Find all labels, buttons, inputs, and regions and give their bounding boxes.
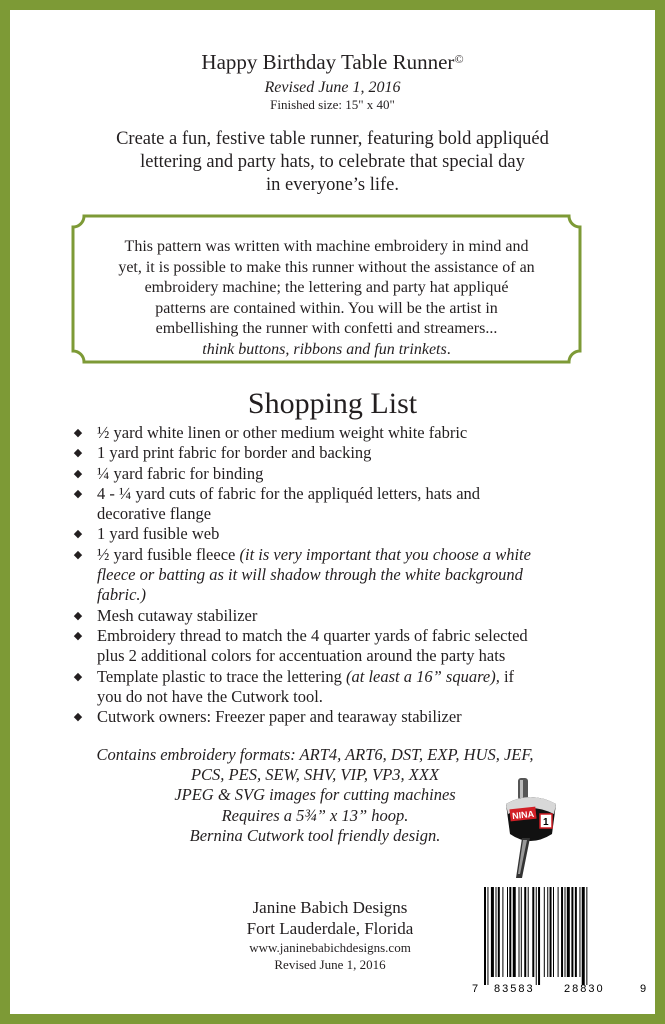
item-italic: fleece or batting as it will shadow through the white background	[97, 565, 523, 585]
title-text: Happy Birthday Table Runner	[201, 50, 455, 74]
pattern-title	[10, 50, 655, 75]
intro-line: lettering and party hats, to celebrate that special day	[140, 152, 525, 172]
shopping-list-heading: Shopping List	[247, 387, 418, 420]
barcode-bar	[571, 887, 573, 977]
barcode-bar	[521, 887, 522, 977]
barcode-bar	[491, 887, 494, 977]
intro-line: Create a fun, festive table runner, featuring bold appliquéd	[116, 129, 549, 149]
tool-number: 1	[543, 817, 549, 828]
list-item	[70, 667, 590, 708]
list-item	[70, 484, 590, 525]
list-item	[70, 606, 590, 626]
item-italic: fabric.)	[97, 585, 147, 605]
item-text: Cutwork owners: Freezer paper and tearaway stabilizer	[97, 707, 462, 727]
list-item	[70, 423, 590, 443]
note-line: yet, it is possible to make this runner without the assistance of an	[118, 258, 535, 276]
formats-line: Bernina Cutwork tool friendly design.	[189, 825, 441, 845]
bullet-icon: ◆	[73, 548, 83, 561]
finished-size: Finished size: 15" x 40"	[270, 97, 395, 112]
list-item	[70, 626, 590, 667]
bullet-icon: ◆	[73, 670, 83, 683]
item-text	[97, 667, 590, 687]
list-item	[70, 524, 590, 544]
note-period: .	[446, 340, 451, 358]
company-name: Janine Babich Designs	[252, 898, 408, 917]
item-text: 1 yard print fabric for border and backing	[97, 443, 372, 463]
formats-line: Contains embroidery formats: ART4, ART6, DST, EXP, HUS, JEF,	[96, 745, 534, 764]
bullet-icon: ◆	[73, 487, 83, 500]
formats-block	[80, 745, 550, 846]
item-text: ½ yard fusible fleece	[97, 544, 240, 564]
barcode-bar	[565, 887, 566, 977]
note-line: patterns are contained within. You will be the artist in	[155, 299, 498, 317]
formats-line: JPEG & SVG images for cutting machines	[174, 785, 456, 805]
item-text: 4 - ¼ yard cuts of fabric for the appliquéd letters, hats and	[97, 483, 481, 503]
intro-text	[60, 128, 605, 197]
barcode-bar	[553, 887, 554, 977]
list-item	[70, 464, 590, 484]
formats-line: Requires a 5¾” x 13” hoop.	[221, 805, 409, 825]
item-text: if	[499, 666, 515, 686]
barcode-group-2: 28830	[564, 983, 605, 995]
tool-brand-text: NINA	[511, 808, 535, 822]
barcode-bar	[496, 887, 497, 977]
barcode-bar	[579, 887, 580, 977]
barcode-bar	[558, 887, 559, 977]
item-text: ½ yard white linen or other medium weight white fabric	[97, 423, 468, 442]
footer-block	[210, 897, 450, 973]
list-item	[70, 707, 590, 727]
cutwork-tool-icon	[496, 774, 566, 884]
bullet-icon: ◆	[73, 427, 83, 439]
barcode-group-1: 83583	[494, 983, 535, 995]
note-italic: think buttons, ribbons and fun trinkets	[202, 340, 447, 358]
item-text: Embroidery thread to match the 4 quarter yards of fabric selected	[97, 625, 528, 645]
list-item	[70, 443, 590, 463]
barcode-bar	[547, 887, 548, 977]
item-text: decorative flange	[97, 504, 212, 524]
note-line: This pattern was written with machine embroidery in mind and	[124, 238, 529, 255]
item-text: 1 yard fusible web	[97, 524, 220, 544]
barcode-bar	[561, 887, 563, 977]
bullet-icon: ◆	[73, 528, 83, 541]
barcode-bar	[509, 887, 511, 977]
barcode-bar	[519, 887, 520, 977]
barcode-bar	[484, 887, 486, 985]
intro-line: in everyone’s life.	[265, 175, 400, 195]
item-text: plus 2 additional colors for accentuation around the party hats	[97, 646, 506, 666]
barcode-bar	[550, 887, 552, 977]
item-italic: (at least a 16” square),	[346, 666, 500, 686]
item-text: ¼ yard fabric for binding	[97, 463, 264, 483]
note-line: embroidery machine; the lettering and party hat appliqué	[144, 279, 509, 296]
copyright-mark: ©	[454, 52, 464, 66]
shopping-list	[70, 423, 590, 727]
item-text	[97, 545, 590, 565]
barcode-bar	[538, 887, 540, 985]
bullet-icon: ◆	[73, 629, 83, 642]
item-text: you do not have the Cutwork tool.	[97, 686, 323, 706]
barcode-bar	[528, 887, 529, 977]
note-line	[70, 340, 583, 361]
formats-line: PCS, PES, SEW, SHV, VIP, VP3, XXX	[190, 765, 440, 785]
footer-revised: Revised June 1, 2016	[274, 957, 386, 972]
barcode-bar	[502, 887, 503, 977]
barcode-bar	[532, 887, 534, 977]
company-website: www.janinebabichdesigns.com	[249, 940, 411, 955]
barcode-bar	[575, 887, 577, 977]
barcode-bar	[487, 887, 488, 985]
bullet-icon: ◆	[73, 467, 83, 480]
barcode-bar	[582, 887, 585, 985]
list-item	[70, 545, 590, 606]
barcode-bar	[524, 887, 526, 977]
item-italic: (it is very important that you choose a white	[239, 544, 531, 564]
company-location: Fort Lauderdale, Florida	[246, 919, 414, 938]
barcode-bar	[567, 887, 570, 977]
bullet-icon: ◆	[73, 447, 83, 460]
barcode-bar	[507, 887, 508, 977]
barcode-bar	[586, 887, 587, 985]
barcode-digit-last: 9	[640, 983, 647, 995]
bullet-icon: ◆	[73, 609, 83, 622]
note-box	[70, 213, 583, 365]
barcode-bar	[513, 887, 516, 977]
barcode	[472, 883, 648, 1003]
note-line: embellishing the runner with confetti and streamers...	[155, 320, 498, 337]
bullet-icon: ◆	[73, 711, 83, 724]
item-text: Mesh cutaway stabilizer	[97, 605, 258, 625]
note-text	[70, 237, 583, 360]
barcode-bar	[536, 887, 537, 985]
item-text: Template plastic to trace the lettering	[97, 666, 346, 686]
barcode-digit-first: 7	[472, 983, 479, 995]
barcode-bar	[498, 887, 500, 977]
revised-date: Revised June 1, 2016	[264, 79, 401, 96]
barcode-bar	[544, 887, 545, 977]
